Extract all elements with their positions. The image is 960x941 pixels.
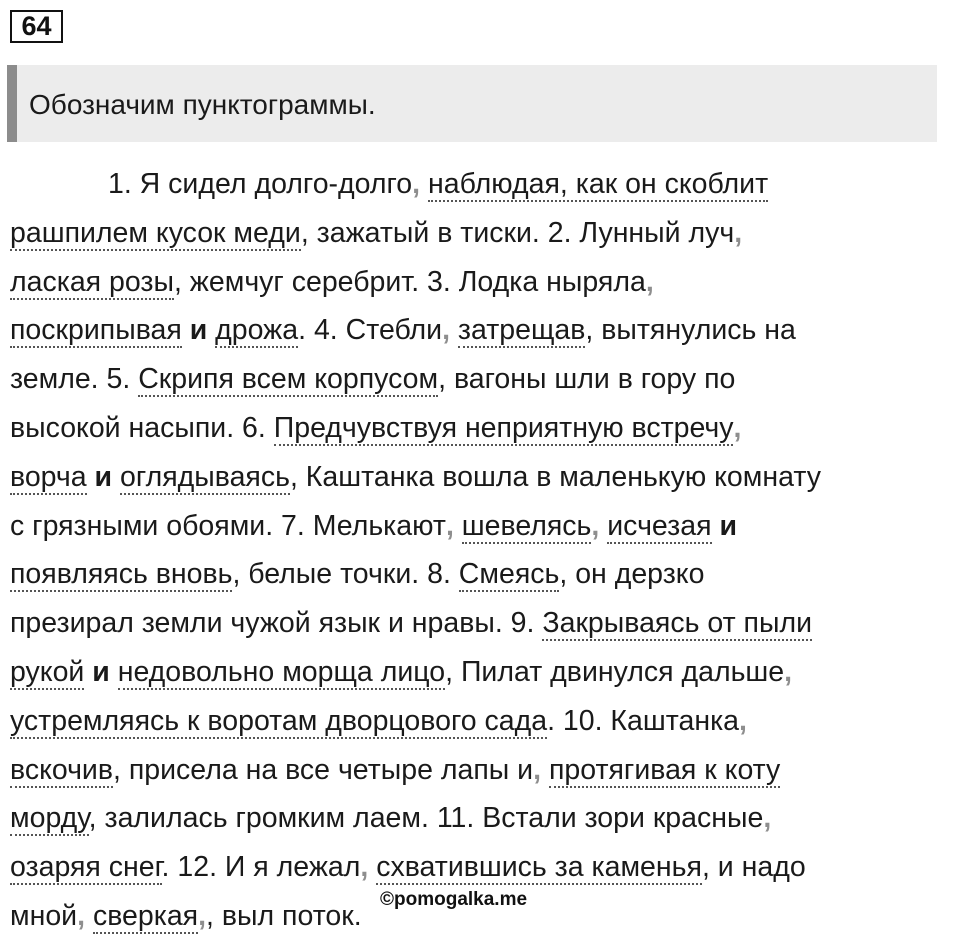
sentence-fragment: , вытянулись на [585,314,796,347]
punctuation-mark: , [442,314,450,347]
sentence-fragment: презирал земли чужой язык и нравы. 9. [10,607,535,640]
sentence-fragment: . 10. Каштанка [547,704,740,737]
text-line [10,209,955,258]
text-line [10,697,955,746]
participle-phrase: затрещав [457,314,586,347]
sentence-fragment: , залилась громким лаем. 11. Встали зори красные [88,802,764,835]
sentence-fragment: , Пилат двинулся дальше [445,655,785,688]
participle-phrase: лаская розы [10,265,174,298]
conjunction: и [189,314,208,347]
text-line [10,404,955,453]
text-line [10,550,955,599]
text-line [10,160,955,209]
participle-phrase: поскрипывая [10,314,182,347]
conjunction: и [94,460,113,493]
participle-phrase: шевелясь [461,509,592,542]
participle-phrase: протягивая к коту [548,753,781,786]
conjunction: и [92,655,110,688]
text-line [10,794,955,843]
participle-phrase: сверкая [92,899,199,932]
sentence-fragment: 1. Я сидел долго-долго [108,168,413,200]
sentence-fragment: земле. 5. [10,363,131,396]
participle-phrase: морду [10,802,89,835]
participle-phrase: схватившись за каменья [376,851,702,884]
sentence-fragment: , вагоны шли в гору по [438,363,736,396]
punctuation-mark: , [733,411,742,444]
text-line [10,746,955,795]
text-line [10,843,955,892]
sentence-fragment: , Каштанка вошла в маленькую комнату [289,460,821,493]
participle-phrase: ворча [10,460,87,493]
text-line [10,502,955,551]
participle-phrase: Закрываясь от пыли [542,607,813,640]
instruction-text: Обозначим пунктограммы. [29,89,376,120]
sentence-fragment: , присела на все четыре лапы и [113,753,534,786]
punctuation-mark: , [763,802,772,835]
text-line [10,453,955,502]
participle-phrase: дрожа [215,314,299,347]
instruction-banner [7,65,937,142]
sentence-fragment: , он дерзко [559,558,705,591]
participle-phrase: рашпилем кусок меди [10,216,301,249]
conjunction: и [719,509,737,542]
participle-phrase: появляясь вновь [10,558,233,591]
participle-phrase: Скрипя всем корпусом [138,363,439,396]
punctuation-mark: , [412,168,421,200]
sentence-fragment: , и надо [701,851,806,884]
watermark: ©pomogalka.me [380,889,528,910]
participle-phrase: исчезая [607,509,712,542]
participle-phrase: наблюдая, как он скоблит [427,168,769,200]
task-number: 64 [10,10,63,43]
sentence-fragment: . 12. И я лежал [161,851,361,884]
punctuation-mark: , [739,704,747,737]
participle-phrase: рукой [10,655,85,688]
sentence-fragment: , выл поток. [206,899,362,932]
sentence-fragment: , жемчуг серебрит. 3. Лодка ныряла [173,265,646,298]
punctuation-mark: , [784,655,793,688]
punctuation-mark: , [734,216,743,249]
participle-phrase: оглядываясь [119,460,290,493]
participle-phrase: недовольно морща лицо [117,655,446,688]
sentence-fragment: , белые точки. 8. [232,558,451,591]
text-line [10,355,955,404]
participle-phrase: устремляясь к воротам дворцового сада [10,704,548,737]
sentence-fragment: . 4. Стебли [298,314,443,347]
sentence-fragment: , зажатый в тиски. 2. Лунный луч [300,216,735,249]
text-line [10,648,955,697]
participle-phrase: Предчувствуя неприятную встречу [273,411,734,444]
punctuation-mark: , [198,899,207,932]
punctuation-mark: , [591,509,600,542]
punctuation-mark: , [360,851,369,884]
punctuation-mark: , [645,265,654,298]
participle-phrase: Смеясь [458,558,560,591]
sentence-fragment: мной [10,899,78,932]
punctuation-mark: , [445,509,454,542]
participle-phrase: вскочив [10,753,113,786]
text-line [10,599,955,648]
punctuation-mark: , [77,899,86,932]
sentence-fragment: высокой насыпи. 6. [10,411,266,444]
text-line [10,258,955,307]
punctuation-mark: , [533,753,542,786]
sentence-fragment: с грязными обоями. 7. Мелькают [10,509,446,542]
text-line [10,306,955,355]
participle-phrase: озаряя снег [10,851,162,884]
exercise-text [10,160,955,941]
